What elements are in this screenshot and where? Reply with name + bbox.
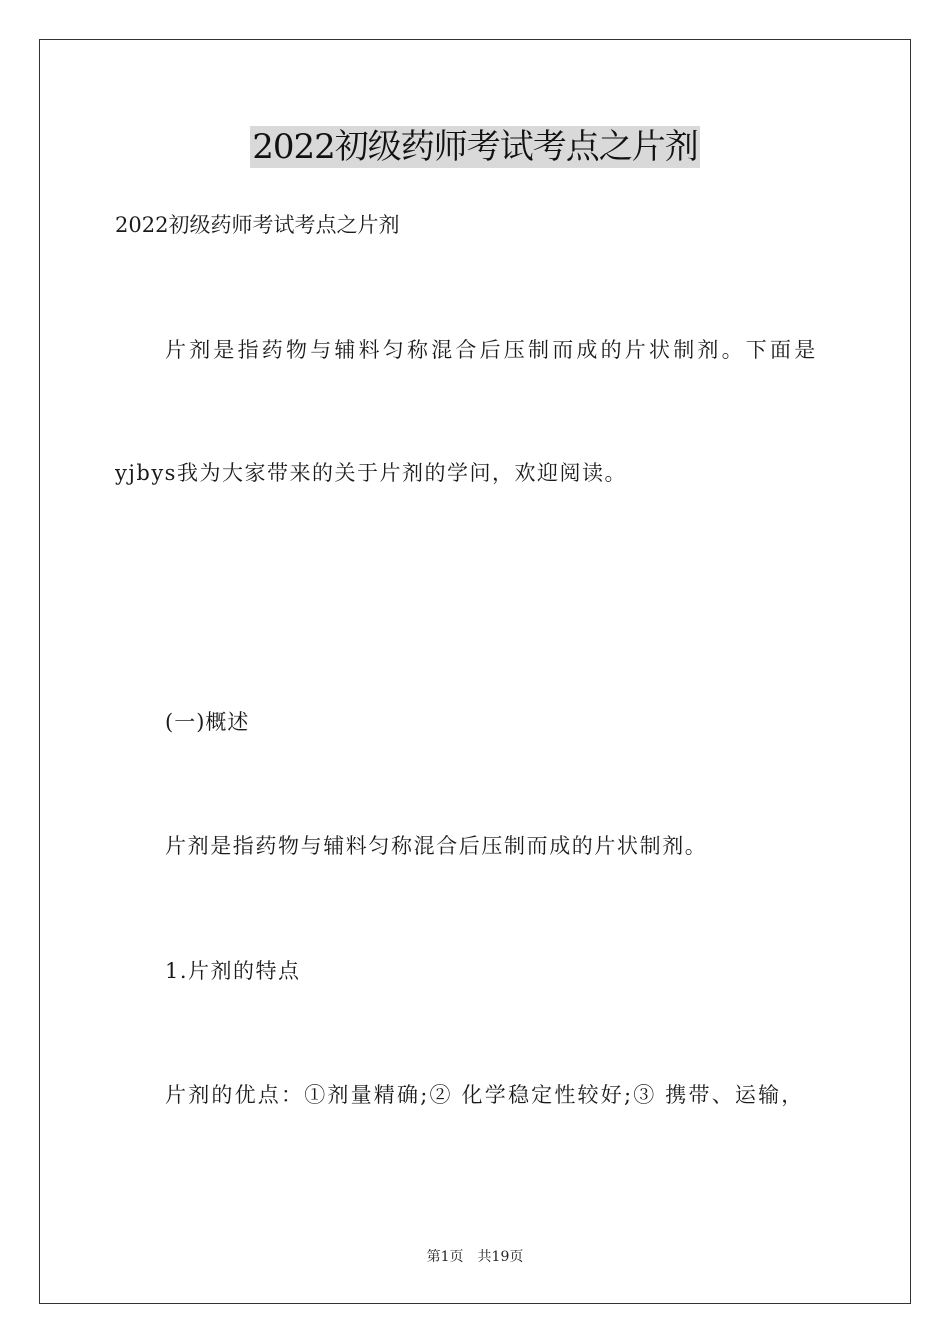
page-footer — [0, 1247, 950, 1267]
definition-paragraph: 片剂是指药物与辅料匀称混合后压制而成的片状制剂。 — [165, 834, 708, 858]
intro-paragraph-line-2: yjbys我为大家带来的关于片剂的学问，欢迎阅读。 — [115, 461, 627, 485]
title-container — [0, 126, 950, 168]
page-number: 第1页 — [426, 1249, 464, 1265]
advantages-paragraph: 片剂的优点：①剂量精确;② 化学稳定性较好;③ 携带、运输， — [165, 1083, 805, 1107]
document-title: 2022初级药师考试考点之片剂 — [252, 127, 698, 167]
intro-paragraph-line-1: 片剂是指药物与辅料匀称混合后压制而成的片状制剂。下面是 — [165, 338, 819, 362]
page-total: 共19页 — [477, 1249, 524, 1265]
section-heading-overview: (一)概述 — [165, 710, 250, 734]
document-subtitle: 2022初级药师考试考点之片剂 — [115, 213, 400, 237]
sub-heading-features: 1.片剂的特点 — [165, 959, 301, 983]
